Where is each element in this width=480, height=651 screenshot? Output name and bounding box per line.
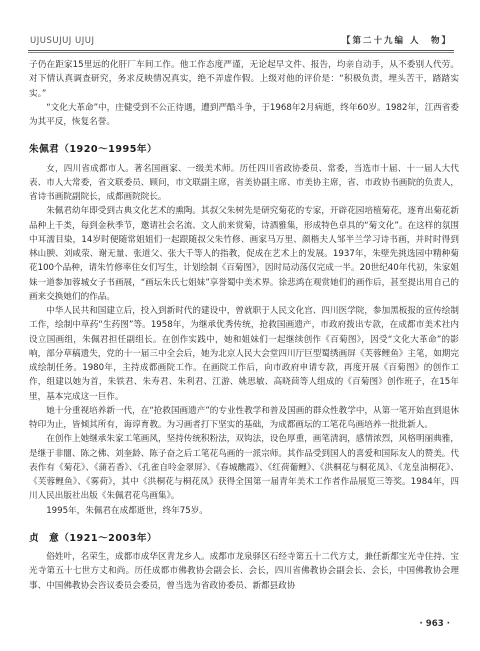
header-rule (28, 50, 454, 51)
entry-paragraph: 她十分重视培养新一代，在“抢救国画遗产”的专业性教学和普及国画的群众性教学中，从第一笔开始直到退休特印为止，皆倾其所有，诲谆育教。为习画者打下坚实的基础，为成都画坛的工笔花鸟画培养一批批新人。 (29, 405, 460, 430)
entry-paragraph: 俗姓叶，名荣生，成都市成华区青龙乡人。成都市龙泉驿区石经寺第五十二代方丈，兼任新都宝光寺住持、宝光寺第五十七世方丈和尚。历任成都市佛教协会副会长、会长，四川省佛教协会副会长、会长，中国佛教协会理事、中国佛教协会咨议委员会委员，曾当选为省政协委员、新都县政协 (29, 552, 459, 591)
header-section-title: 【第二十九编 人 物】 (342, 36, 452, 46)
entry-paragraph: 1995年，朱佩君在成都逝世，终年75岁。 (46, 505, 208, 516)
header-rule-thin (28, 52, 454, 53)
entry-paragraph: 女，四川省成都市人。著名国画家、一级美术师。历任四川省政协委员、常委，当选市十届、十一届人大代表、市人大常委，省文联委员、顾问，市文联副主席，省美协副主席、市美协主席，省、市政协书画院的负责人，省诗书画院副院长，成都画院院长。 (29, 163, 459, 202)
intro-paragraph: “文化大革命”中，庄健受到不公正待遇，遭到严酷斗争，于1968年2月病逝，终年60岁。1982年，江西省委为其平反，恢复名誉。 (29, 102, 459, 127)
entry-paragraph: 在创作上她继承朱家工笔画风，坚持传统积粉法，双钩法，设色厚重，画笔清润，感情浓烈，风格明丽典雅，是继于非闇、陈之佛、刘奎龄、陈子奋之后工笔花鸟画的一派宗师。其作品受到国人的喜爱和国际友人的赞美。代表作有《菊花》、《蒲若香》、《孔雀自呤金翠屏》、《春城醮霞》、《红荷葡鲤》、《洪桐花与桐花凤》、《龙皇油桐花》、《芙蓉鲤鱼》、《雾荷》，其中《洪桐花与桐花凤》获得全国第一届青年美术工作者作品展览三等奖。1984年，四川人民出版社出版《朱佩君花鸟画集》。 (29, 434, 459, 502)
entry-paragraph: 朱佩君幼年即受到古典文化艺术的熏陶。其叔父朱树先是研究菊花的专家，开辟花园培植菊花，逐育出菊花新品种上千类，每到金秋季节，邀请社会名流、文人前来赏菊，诗酒雅集，形成特色卓具的“菊文化”。在这样的氛围中耳濡目染，14岁时便随常姐姐们一起跟随叔父朱竹修、画家马万里、颜楷夫人邹半兰学习诗书画，并时时得到林山腴、刘咸荥、谢无量、张道父、张大千等人的指教，促成在艺术上的发展。1937年，朱壁先挑选园中精种菊花100个品种，请朱竹修率住女们写生，计划绘制《百菊图》，因时局动荡仅完成一半。20世纪40年代初，朱家姐妹一道参加蓉城女子书画展，“画坛朱氏七姐妹”享誉蜀中美术界。徐悲鸿在观赏她们的画作后，甚至提出用自己的画来交换她们的作品。 (29, 206, 460, 302)
page-number: · 963 · (419, 619, 450, 629)
running-header (30, 34, 452, 48)
intro-paragraph: 子仍在距家15里远的化肝厂车间工作。他工作态度严谨，无论起早文件、报告，均亲自动手，从不委别人代劳。对下情认真调查研究，务求反映情况真实，绝不弄虚作假。上级对他的评价是：“积极负责，埋头苦干，踏踏实实。” (29, 60, 459, 99)
header-left-text: UJUSUJUJ UJUJ (30, 36, 95, 46)
entry-title: 贞 意（1921～2003年） (29, 532, 158, 544)
entry-title: 朱佩君（1920～1995年） (29, 144, 158, 156)
page-body (29, 58, 459, 593)
entry-paragraph: 中华人民共和国建立后，投入到新时代的建设中，曾就职于人民文化宫、四川医学院，参加黑板报的宣传绘制工作，绘制中草药“生药图”等。1958年，为继承优秀传统，抢救国画遗产，市政府拨出专款，在成都市美术社内设立国画组，朱佩君担任副组长。在创作实践中，她和姐妹们一起继续创作《百菊图》，因受“文化大革命”的影响，部分草稿遗失，党的十一届三中全会后，她为北京人民大会堂四川厅巨型蜀绣画屏《芙蓉鲤鱼》主笔，如期完成绘制任务。1980年，主持成都画院工作。在画院工作后，向市政府申请专款，再度开展《百菊图》的创作工作，组建以她为首，朱铁君、朱寿君、朱利君、江游、姚思敏、高晓茴等人组成的《百菊图》创作班子，在15年里，基本完成这一巨作。 (29, 306, 459, 402)
